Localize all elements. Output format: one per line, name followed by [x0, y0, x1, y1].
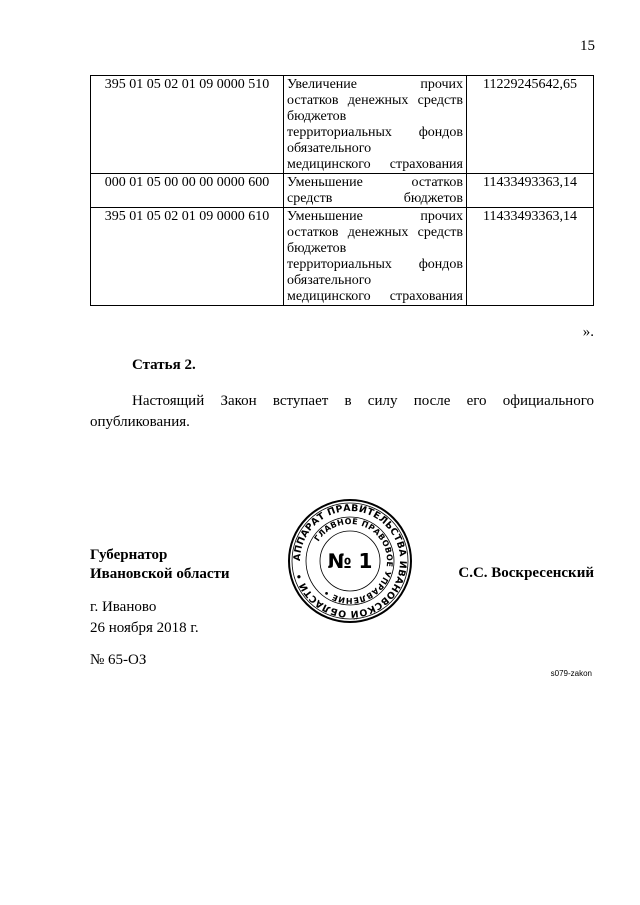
article-body: Настоящий Закон вступает в силу после его официального опубликования. [90, 393, 594, 430]
row-code: 395 01 05 02 01 09 0000 510 [91, 76, 284, 174]
signature-role-line-1: Губернатор [90, 547, 168, 563]
description-line: медицинского страхования [287, 157, 463, 172]
description-line: Уменьшение остатков [287, 175, 463, 190]
row-amount: 11433493363,14 [467, 174, 594, 208]
signature-name: С.С. Воскресенский [458, 565, 594, 581]
description-line: остатков денежных средств [287, 225, 463, 240]
date: 26 ноября 2018 г. [90, 620, 199, 636]
page-number: 15 [580, 38, 595, 54]
description-line: средств бюджетов [287, 191, 463, 206]
description-line: территориальных фондов [287, 125, 463, 140]
article-title: Статья 2. [132, 357, 196, 373]
footer-code: s079-zakon [550, 669, 592, 678]
table-row [91, 174, 594, 208]
description-line: Уменьшение прочих [287, 209, 463, 224]
seal-outer-text: АППАРАТ ПРАВИТЕЛЬСТВА ИВАНОВСКОЙ ОБЛАСТИ • [291, 502, 409, 620]
table-row [91, 76, 594, 174]
description-line: медицинского страхования [287, 289, 463, 304]
closing-quote: ». [582, 324, 594, 340]
description-line: Увеличение прочих [287, 77, 463, 92]
description-line: обязательного [287, 273, 372, 288]
description-line: остатков денежных средств [287, 93, 463, 108]
budget-table [90, 75, 594, 306]
row-description [284, 208, 467, 306]
law-number: № 65-ОЗ [90, 652, 147, 668]
signature-role-line-2: Ивановской области [90, 566, 230, 582]
place-date [90, 597, 199, 639]
seal-inner-text: ГЛАВНОЕ ПРАВОВОЕ УПРАВЛЕНИЕ • [312, 516, 395, 606]
description-line: бюджетов [287, 109, 347, 124]
place: г. Иваново [90, 599, 157, 615]
row-amount: 11433493363,14 [467, 208, 594, 306]
description-line: территориальных фондов [287, 257, 463, 272]
official-seal [287, 498, 413, 624]
signature-role [90, 546, 230, 584]
row-code: 395 01 05 02 01 09 0000 610 [91, 208, 284, 306]
description-line: обязательного [287, 141, 372, 156]
seal-number: № 1 [327, 549, 373, 573]
table-row [91, 208, 594, 306]
row-description [284, 174, 467, 208]
row-amount: 11229245642,65 [467, 76, 594, 174]
description-line: бюджетов [287, 241, 347, 256]
row-description [284, 76, 467, 174]
row-code: 000 01 05 00 00 00 0000 600 [91, 174, 284, 208]
